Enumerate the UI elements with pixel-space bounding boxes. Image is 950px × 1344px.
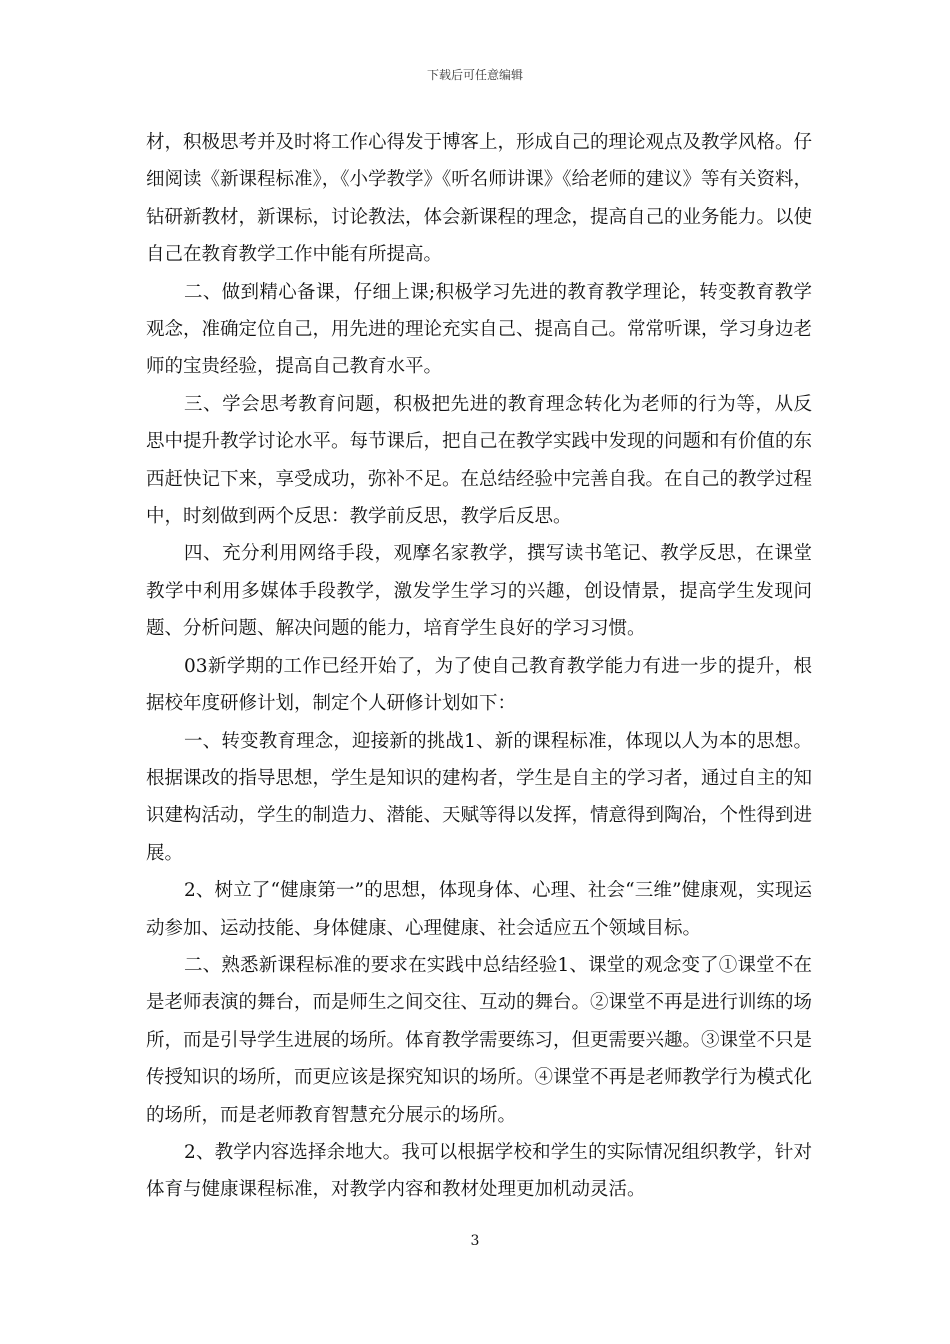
paragraph-item-2-standard: 二、熟悉新课程标准的要求在实践中总结经验1、课堂的观念变了①课堂不在是老师表演的舞台，而是师生之间交往、互动的舞台。②课堂不再是进行训练的场所，而是引导学生进展的场所。体育教学需要练习，但更需要兴趣。③课堂不只是传授知识的场所，而更应该是探究知识的场所。④课堂不再是老师教学行为模式化的场所，而是老师教育智慧充分展示的场所。 [146,954,813,1126]
paragraph-item-4: 四、充分利用网络手段，观摩名家教学，撰写读书笔记、教学反思，在课堂教学中利用多媒体手段教学，激发学生学习的兴趣，创设情景，提高学生发现问题、分析问题、解决问题的能力，培育学生良好的学习习惯。 [146,543,812,640]
paragraph-item-2: 二、做到精心备课，仔细上课;积极学习先进的教育教学理论，转变教育教学观念，准确定位自己，用先进的理论充实自己、提高自己。常常听课，学习身边老师的宝贵经验，提高自己教育水平。 [146,281,813,378]
paragraph-item-3: 三、学会思考教育问题，积极把先进的教育理念转化为老师的行为等，从反思中提升教学讨论水平。每节课后，把自己在教学实践中发现的问题和有价值的东西赶快记下来，享受成功，弥补不足。在总结经验中完善自我。在自己的教学过程中，时刻做到两个反思：教学前反思，教学后反思。 [146,393,813,528]
document-body [146,124,812,1209]
paragraph-continuation: 材，积极思考并及时将工作心得发于博客上，形成自己的理论观点及教学风格。仔细阅读《新课程标准》，《小学教学》《听名师讲课》《给老师的建议》等有关资料，钻研新教材，新课标，讨论教法，体会新课程的理念，提高自己的业务能力。以使自己在教育教学工作中能有所提高。 [146,132,813,266]
paragraph-item-1-2-health: 2、树立了“健康第一”的思想，体现身体、心理、社会“三维”健康观，实现运动参加、运动技能、身体健康、心理健康、社会适应五个领域目标。 [146,880,812,939]
page-number: 3 [470,1233,480,1249]
paragraph-item-2-2-content: 2、教学内容选择余地大。我可以根据学校和学生的实际情况组织教学，针对体育与健康课程标准，对教学内容和教材处理更加机动灵活。 [146,1141,812,1201]
page-header: 下载后可任意编辑 [426,68,523,82]
paragraph-item-1-concept: 一、转变教育理念，迎接新的挑战1、新的课程标准，体现以人为本的思想。根据课改的指导思想，学生是知识的建构者，学生是自主的学习者，通过自主的知识建构活动，学生的制造力、潜能、天赋等得以发挥，情意得到陶冶，个性得到进展。 [146,730,813,864]
paragraph-section-03: 03新学期的工作已经开始了，为了使自己教育教学能力有进一步的提升，根据校年度研修计划，制定个人研修计划如下： [146,655,812,715]
